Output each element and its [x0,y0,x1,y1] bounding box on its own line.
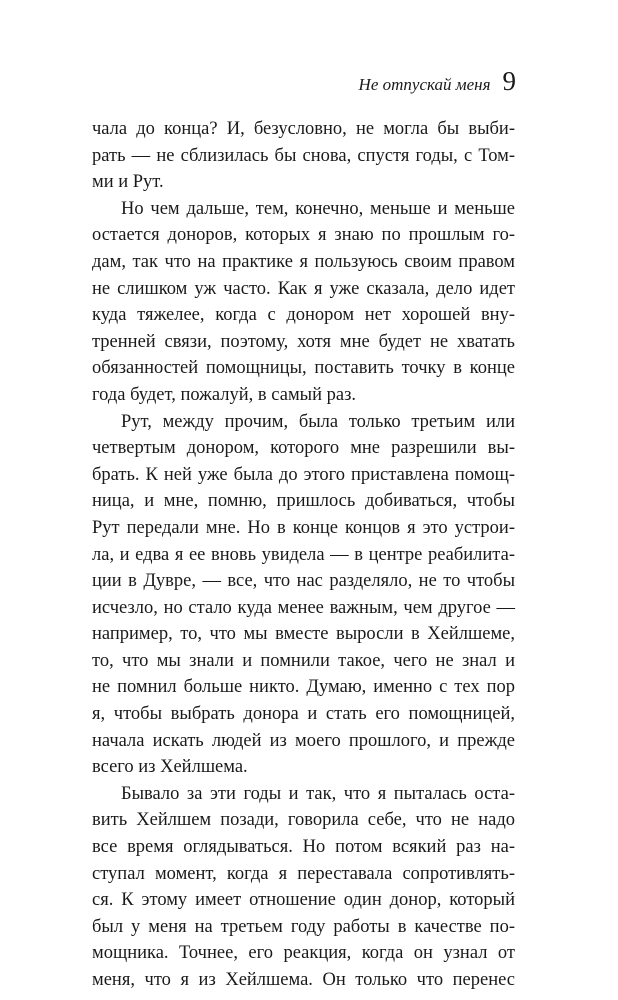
text-line: тренней связи, поэтому, хотя мне будет не хватать [92,331,515,352]
text-line: ми и Рут. [92,172,164,193]
paragraph [92,409,515,781]
body-text [92,116,515,994]
text-line: ции в Дувре, — все, что нас разделяло, не то чтобы [92,571,515,592]
text-line: вить Хейлшем позади, говорила себе, что не надо [92,810,515,831]
text-line: ступал момент, когда я переставала сопротивлять- [92,863,515,884]
text-line: Бывало за эти годы и так, что я пыталась оста- [121,783,515,804]
text-line: был у меня на третьем году работы в качестве по- [92,916,515,937]
text-line: например, то, что мы вместе выросли в Хейлшеме, [92,624,515,645]
text-line: исчезло, но стало куда менее важным, чем другое — [92,597,515,618]
text-line: не слишком уж часто. Как я уже сказала, дело идет [92,278,515,299]
text-line: чала до конца? И, безусловно, не могла бы выби- [92,119,515,139]
text-line: дам, так что на практике я пользуюсь своим правом [92,251,515,272]
text-line: ла, и едва я ее вновь увидела — в центре реабилита- [92,544,515,565]
text-line: Но чем дальше, тем, конечно, меньше и меньше [121,198,515,219]
text-line: рать — не сблизилась бы снова, спустя годы, с Том- [92,145,515,166]
text-line: ница, и мне, помню, пришлось добиваться, чтобы [92,491,515,512]
text-line: мощника. Точнее, его реакция, когда он узнал от [92,943,515,964]
text-line: Рут, между прочим, была только третьим или [121,411,515,432]
text-line: то, что мы знали и помнили такое, чего не знал и [92,650,515,671]
running-title: Не отпускай меня [358,75,491,94]
text-line: не помнил больше никто. Думаю, именно с тех пор [92,677,515,698]
text-line: Рут передали мне. Но в конце концов я это устрои- [92,517,515,538]
text-line: меня, что я из Хейлшема. Он только что перенес [92,970,515,990]
paragraph [92,781,515,994]
text-line: года будет, пожалуй, в самый раз. [92,384,356,405]
text-line: четвертым донором, которого мне разрешили вы- [92,438,515,459]
text-line: брать. К ней уже была до этого приставлена помощ- [92,464,515,485]
page-number: 9 [502,66,516,96]
running-header [359,66,516,97]
paragraph [92,116,515,196]
paragraph [92,196,515,409]
text-line: всего из Хейлшема. [92,757,248,778]
text-line: остается доноров, которых я знаю по прошлым го- [92,225,515,246]
text-line: я, чтобы выбрать донора и стать его помощницей, [92,704,515,725]
text-line: ся. К этому имеет отношение один донор, который [92,890,515,911]
text-line: все время оглядываться. Но потом всякий раз на- [92,837,515,858]
text-line: куда тяжелее, когда с донором нет хорошей вну- [92,305,515,326]
text-line: начала искать людей из моего прошлого, и прежде [92,730,515,751]
text-line: обязанностей помощницы, поставить точку в конце [92,358,515,379]
